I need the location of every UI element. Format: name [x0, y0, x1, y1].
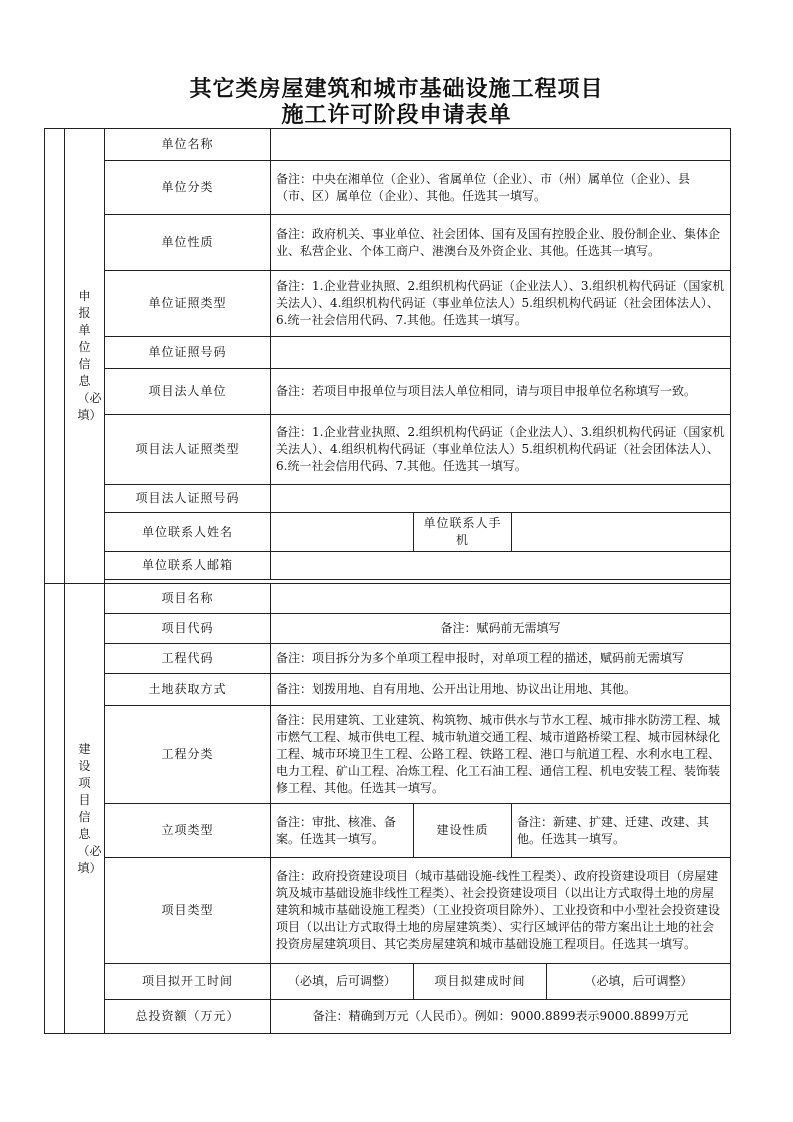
- unit-license-type-field[interactable]: 备注：1.企业营业执照、2.组织机构代码证（企业法人）、3.组织机构代码证（国家机关法人）、4.组织机构代码证（事业单位法人）5.组织机构代码证（社会团体法人）、6.统一社会信用代码、7.其他。任选其一填写。: [271, 271, 731, 337]
- left-margin-column-lower: [45, 584, 65, 1034]
- contact-phone-field[interactable]: [512, 513, 731, 552]
- unit-nature-field[interactable]: 备注：政府机关、事业单位、社会团体、国有及国有控股企业、股份制企业、集体企业、私营企业、个体工商户、港澳台及外资企业、其他。任选其一填写。: [271, 215, 731, 271]
- unit-name-field[interactable]: [271, 129, 731, 161]
- total-investment-label: 总投资额（万元）: [105, 1000, 271, 1034]
- project-legal-license-no-label: 项目法人证照号码: [105, 485, 271, 513]
- approval-type-label: 立项类型: [105, 804, 271, 858]
- project-legal-unit-label: 项目法人单位: [105, 369, 271, 415]
- unit-nature-label: 单位性质: [105, 215, 271, 271]
- project-code-field[interactable]: 备注：赋码前无需填写: [271, 614, 731, 644]
- planned-completion-label: 项目拟建成时间: [414, 964, 547, 1000]
- application-form: [44, 128, 731, 1034]
- planned-completion-field[interactable]: （必填，后可调整）: [547, 964, 731, 1000]
- land-acquisition-field[interactable]: 备注：划拨用地、自有用地、公开出让用地、协议出让用地、其他。: [271, 674, 731, 706]
- section-label-project: 建设项目信息（必填）: [65, 584, 105, 1034]
- construction-nature-label: 建设性质: [414, 804, 512, 858]
- engineering-category-label: 工程分类: [105, 706, 271, 804]
- contact-email-label: 单位联系人邮箱: [105, 552, 271, 580]
- unit-license-no-label: 单位证照号码: [105, 337, 271, 369]
- planned-start-label: 项目拟开工时间: [105, 964, 271, 1000]
- engineering-code-label: 工程代码: [105, 644, 271, 674]
- project-name-label: 项目名称: [105, 584, 271, 614]
- project-legal-license-type-label: 项目法人证照类型: [105, 415, 271, 485]
- project-type-field[interactable]: 备注：政府投资建设项目（城市基础设施-线性工程类）、政府投资建设项目（房屋建筑及城市基础设施非线性工程类）、社会投资建设项目（以出让方式取得土地的房屋建筑和城市基础设施工程类）（工业投资项目除外）、工业投资和中小型社会投资建设项目（以出让方式取得土地的房屋建筑类）、实行区域评估的带方案出让土地的社会投资房屋建筑项目、其它类房屋建筑和城市基础设施工程项目。任选其一填写。: [271, 858, 731, 964]
- contact-phone-label: 单位联系人手机: [414, 513, 512, 552]
- unit-license-type-label: 单位证照类型: [105, 271, 271, 337]
- approval-type-field[interactable]: 备注：审批、核准、备案。任选其一填写。: [271, 804, 414, 858]
- project-legal-license-no-field[interactable]: [271, 485, 731, 513]
- project-legal-license-type-field[interactable]: 备注：1.企业营业执照、2.组织机构代码证（企业法人）、3.组织机构代码证（国家机关法人）、4.组织机构代码证（事业单位法人）5.组织机构代码证（社会团体法人）、6.统一社会信用代码、7.其他。任选其一填写。: [271, 415, 731, 485]
- project-type-label: 项目类型: [105, 858, 271, 964]
- total-investment-field[interactable]: 备注：精确到万元（人民币）。例如：9000.8899表示9000.8899万元: [271, 1000, 731, 1034]
- form-subtitle: 施工许可阶段申请表单: [281, 102, 512, 128]
- left-margin-column: [45, 129, 65, 584]
- project-legal-unit-field[interactable]: 备注：若项目申报单位与项目法人单位相同，请与项目申报单位名称填写一致。: [271, 369, 731, 415]
- unit-category-label: 单位分类: [105, 161, 271, 215]
- project-name-field[interactable]: [271, 584, 731, 614]
- form-title: 其它类房屋建筑和城市基础设施工程项目: [189, 76, 604, 102]
- project-code-label: 项目代码: [105, 614, 271, 644]
- unit-license-no-field[interactable]: [271, 337, 731, 369]
- construction-nature-field[interactable]: 备注：新建、扩建、迁建、改建、其他。任选其一填写。: [512, 804, 731, 858]
- engineering-category-field[interactable]: 备注：民用建筑、工业建筑、构筑物、城市供水与节水工程、城市排水防涝工程、城市燃气工程、城市供电工程、城市轨道交通工程、城市道路桥梁工程、城市园林绿化工程、城市环境卫生工程、公路工程、铁路工程、港口与航道工程、水利水电工程、电力工程、矿山工程、冶炼工程、化工石油工程、通信工程、机电安装工程、装饰装修工程、其他。任选其一填写。: [271, 706, 731, 804]
- land-acquisition-label: 土地获取方式: [105, 674, 271, 706]
- engineering-code-field[interactable]: 备注：项目拆分为多个单项工程申报时，对单项工程的描述，赋码前无需填写: [271, 644, 731, 674]
- unit-category-field[interactable]: 备注：中央在湘单位（企业）、省属单位（企业）、市（州）属单位（企业）、县（市、区）属单位（企业）、其他。任选其一填写。: [271, 161, 731, 215]
- contact-name-field[interactable]: [271, 513, 414, 552]
- section-label-applicant: 申报单位信息（必填）: [65, 129, 105, 584]
- contact-name-label: 单位联系人姓名: [105, 513, 271, 552]
- unit-name-label: 单位名称: [105, 129, 271, 161]
- planned-start-field[interactable]: （必填，后可调整）: [271, 964, 414, 1000]
- contact-email-field[interactable]: [271, 552, 731, 580]
